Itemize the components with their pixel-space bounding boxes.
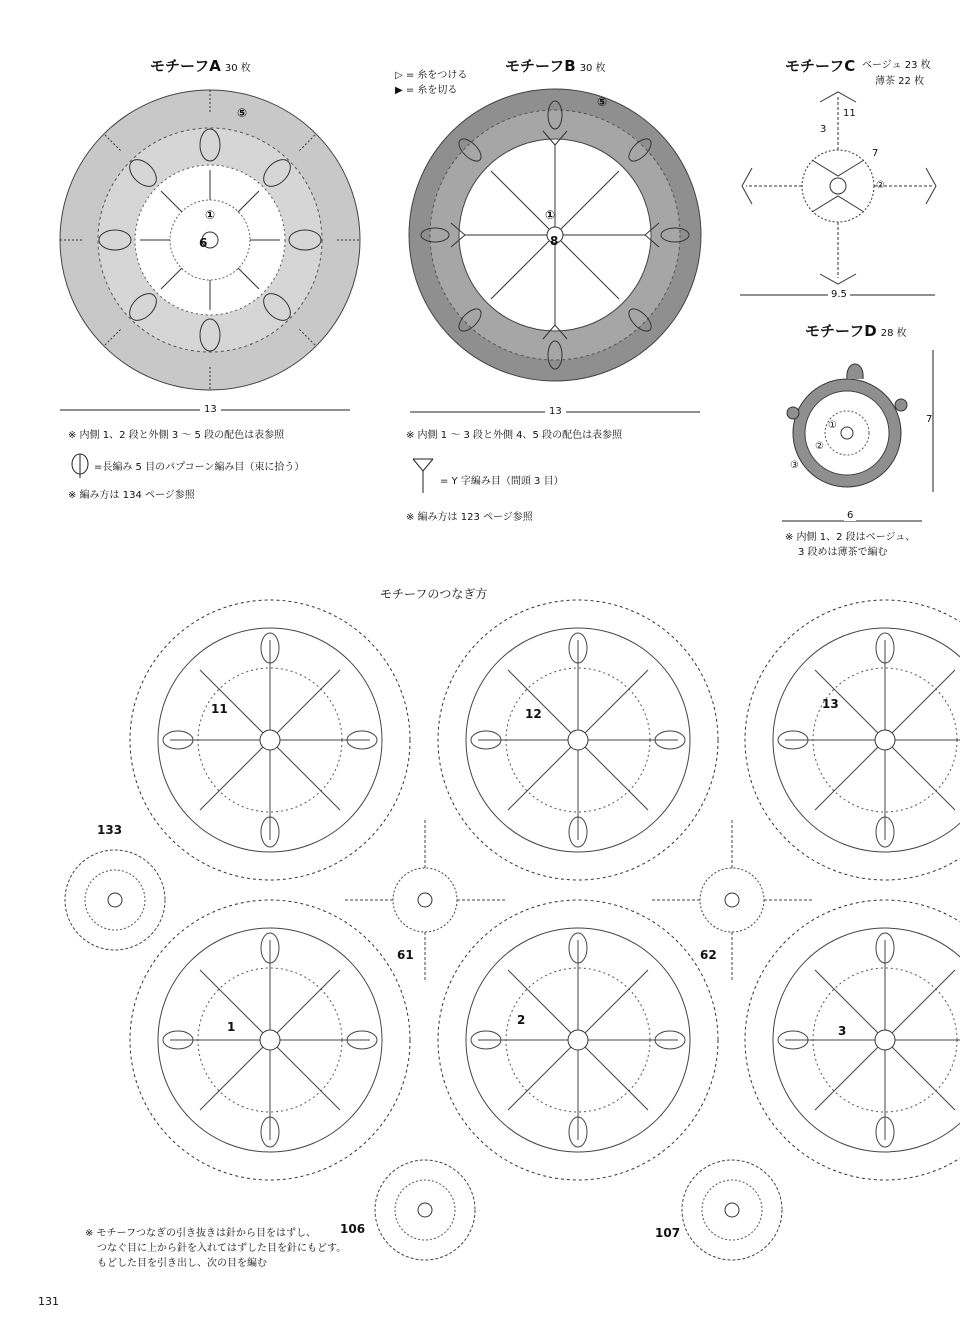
joining-title: モチーフのつなぎ方 [380, 587, 488, 601]
motif-c-color-brown: 薄茶 22 枚 [875, 76, 925, 87]
joining-motif-1: 1 [227, 1020, 236, 1034]
motif-d-note-2: 3 段めは薄茶で編む [798, 547, 888, 558]
motif-a-round-5: ⑤ [237, 106, 248, 120]
motif-b-width: 13 [545, 406, 566, 417]
motif-c-diagram [740, 88, 940, 288]
joining-diagram [0, 590, 960, 1280]
motif-d-diagram [785, 355, 915, 490]
motif-a-diagram [55, 85, 365, 395]
joining-motif-107: 107 [655, 1226, 681, 1240]
motif-a-round-1: ① [205, 208, 216, 222]
motif-d-round-2: ② [815, 441, 824, 452]
motif-b-round-5: ⑤ [597, 95, 608, 109]
motif-b-key-join: ▷ = 糸をつける [395, 70, 468, 81]
motif-b-note-colors: ※ 内側 1 ～ 3 段と外側 4、5 段の配色は表参照 [406, 430, 623, 441]
motif-d-title: モチーフD 28 枚 [805, 322, 907, 340]
joining-motif-106: 106 [340, 1222, 366, 1236]
motif-a-note-method: ※ 編み方は 134 ページ参照 [68, 490, 195, 501]
joining-motif-13: 13 [822, 697, 839, 711]
motif-c-label-3: 3 [820, 124, 827, 135]
motif-b-round-8: 8 [550, 234, 559, 248]
joining-motif-61: 61 [397, 948, 414, 962]
motif-c-label-7: 7 [872, 148, 879, 159]
joining-note-1: ※ モチーフつなぎの引き抜きは針から目をはずし、 [85, 1228, 317, 1239]
motif-d-width: 6 [844, 510, 856, 521]
joining-motif-12: 12 [525, 707, 542, 721]
motif-b-note-method: ※ 編み方は 123 ページ参照 [406, 512, 533, 523]
motif-c-width: 9.5 [828, 289, 850, 300]
motif-d-round-1: ① [828, 420, 837, 431]
motif-d-height: 7 [926, 414, 933, 425]
motif-b-legend: = Y 字編み目（間頭 3 目） [440, 476, 564, 487]
motif-d-note-1: ※ 内側 1、2 段はベージュ、 [785, 532, 916, 543]
joining-motif-3: 3 [838, 1024, 847, 1038]
motif-a-width: 13 [200, 404, 221, 415]
y-stitch-icon [410, 455, 436, 495]
motif-b-key-cut: ▶ = 糸を切る [395, 85, 458, 96]
joining-note-2: つなぐ目に上から針を入れてはずした目を針にもどす。 [97, 1243, 347, 1254]
motif-a-round-6: 6 [199, 236, 208, 250]
joining-motif-11: 11 [211, 702, 228, 716]
motif-c-color-beige: ベージュ 23 枚 [862, 60, 931, 71]
motif-c-label-2: ② [876, 180, 885, 191]
motif-d-round-3: ③ [790, 460, 799, 471]
motif-b-title: モチーフB 30 枚 [505, 57, 606, 75]
joining-motif-62: 62 [700, 948, 717, 962]
joining-note-3: もどした目を引き出し、次の目を編む [97, 1258, 267, 1269]
motif-a-title: モチーフA 30 枚 [150, 57, 251, 75]
motif-a-note-colors: ※ 内側 1、2 段と外側 3 ～ 5 段の配色は表参照 [68, 430, 285, 441]
motif-a-legend: =長編み 5 目のパプコーン編み目（束に拾う） [94, 462, 305, 473]
joining-motif-133: 133 [97, 823, 123, 837]
motif-b-round-1: ① [545, 208, 556, 222]
motif-c-title: モチーフC [785, 57, 856, 75]
motif-c-label-11: 11 [843, 108, 856, 119]
page-number: 131 [38, 1295, 59, 1308]
popcorn-stitch-icon [70, 452, 90, 480]
joining-motif-2: 2 [517, 1013, 526, 1027]
